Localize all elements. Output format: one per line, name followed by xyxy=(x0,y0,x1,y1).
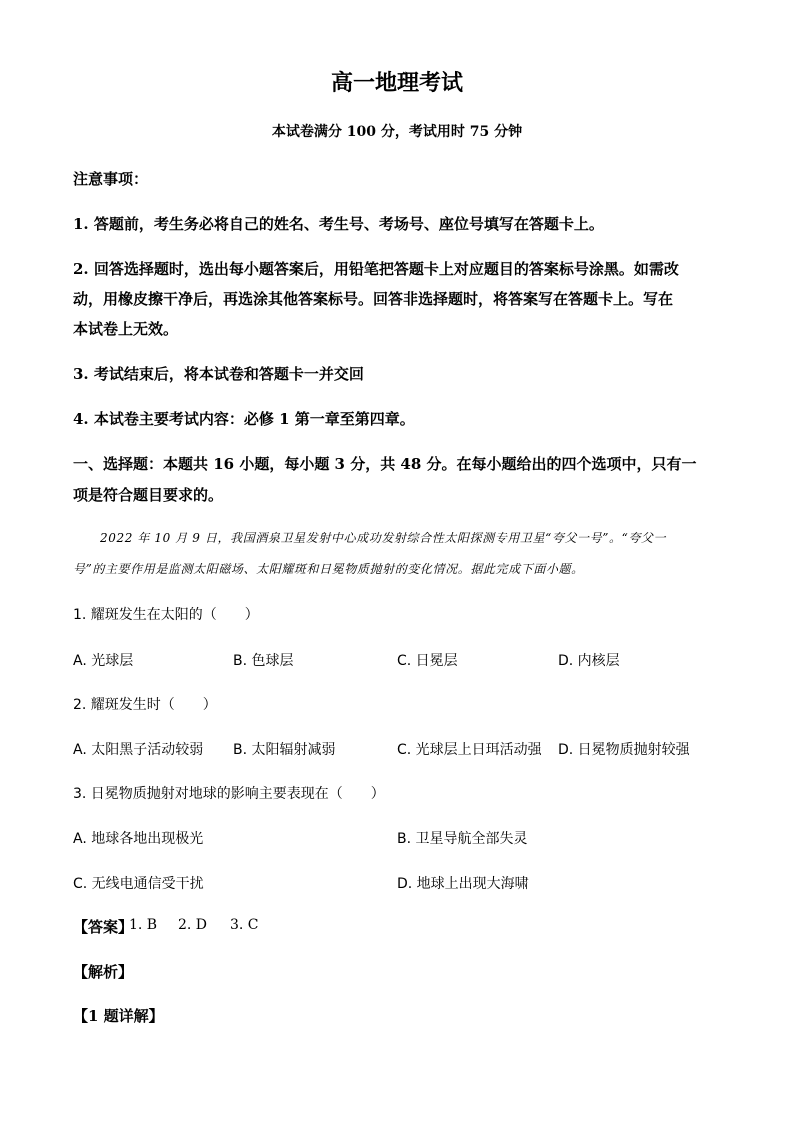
notice-item-4: 4. 本试卷主要考试内容：必修 1 第一章至第四章。 xyxy=(73,410,415,428)
answer-value-3: 3. C xyxy=(230,917,259,933)
question-3-option-c: C. 无线电通信受干扰 xyxy=(73,876,204,892)
notice-item-1: 1. 答题前，考生务必将自己的姓名、考生号、考场号、座位号填写在答题卡上。 xyxy=(73,215,604,233)
notice-item-2-line-3: 本试卷上无效。 xyxy=(73,320,179,338)
question-1-option-c: C. 日冕层 xyxy=(397,653,458,669)
exam-subtitle: 本试卷满分 100 分，考试用时 75 分钟 xyxy=(271,124,523,140)
notice-item-3: 3. 考试结束后，将本试卷和答题卡一并交回 xyxy=(73,365,364,383)
notice-heading: 注意事项： xyxy=(73,170,149,188)
notice-item-2-line-2: 动，用橡皮擦干净后，再选涂其他答案标号。回答非选择题时，将答案写在答题卡上。写在 xyxy=(73,290,674,308)
question-3-option-d: D. 地球上出现大海啸 xyxy=(397,876,529,892)
detail-label: 【1 题详解】 xyxy=(73,1007,164,1025)
question-1-option-b: B. 色球层 xyxy=(233,653,294,669)
question-2-option-b: B. 太阳辐射减弱 xyxy=(233,742,336,758)
section-heading-line-2: 项是符合题目要求的。 xyxy=(73,486,224,504)
question-1-option-d: D. 内核层 xyxy=(558,653,620,669)
analysis-label: 【解析】 xyxy=(73,963,134,981)
question-3-option-a: A. 地球各地出现极光 xyxy=(73,831,204,847)
page-title: 高一地理考试 xyxy=(330,70,463,96)
question-3-stem: 3. 日冕物质抛射对地球的影响主要表现在（ ） xyxy=(73,786,385,802)
question-1-stem: 1. 耀斑发生在太阳的（ ） xyxy=(73,607,259,623)
question-3-option-b: B. 卫星导航全部失灵 xyxy=(397,831,528,847)
question-1-option-a: A. 光球层 xyxy=(73,653,134,669)
question-2-stem: 2. 耀斑发生时（ ） xyxy=(73,697,217,713)
question-2-option-a: A. 太阳黑子活动较弱 xyxy=(73,742,204,758)
answer-label: 【答案】 xyxy=(73,918,134,936)
answer-value-2: 2. D xyxy=(178,917,208,933)
answer-value-1: 1. B xyxy=(129,917,158,933)
passage-line-2: 号”的主要作用是监测太阳磁场、太阳耀斑和日冕物质抛射的变化情况。据此完成下面小题。 xyxy=(73,562,584,576)
section-heading-line-1: 一、选择题：本题共 16 小题，每小题 3 分，共 48 分。在每小题给出的四个选项中，只有一 xyxy=(73,455,697,473)
passage-line-1: 2022 年 10 月 9 日，我国酒泉卫星发射中心成功发射综合性太阳探测专用卫星“夸父一号”。“夸父一 xyxy=(100,531,667,545)
question-2-option-d: D. 日冕物质抛射较强 xyxy=(558,742,690,758)
notice-item-2-line-1: 2. 回答选择题时，选出每小题答案后，用铅笔把答题卡上对应题目的答案标号涂黑。如需改 xyxy=(73,260,679,278)
question-2-option-c: C. 光球层上日珥活动强 xyxy=(397,742,542,758)
